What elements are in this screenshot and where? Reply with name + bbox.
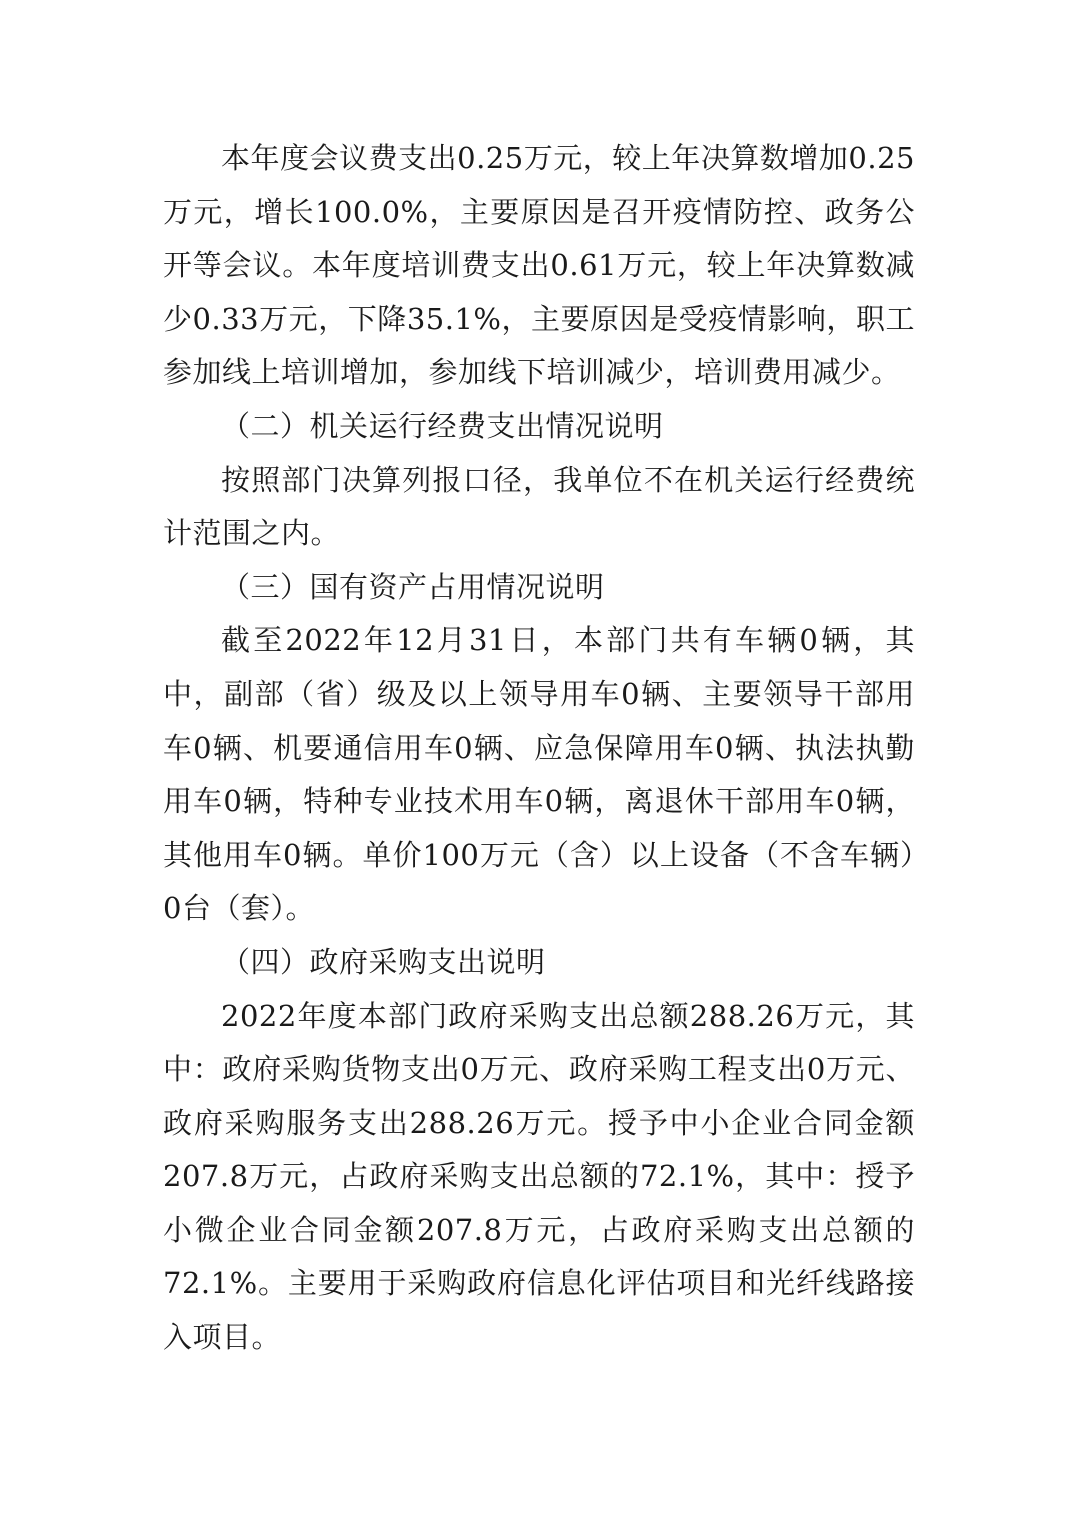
paragraph-meeting-training-fees: 本年度会议费支出0.25万元，较上年决算数增加0.25万元，增长100.0%，主要原因是召开疫情防控、政务公开等会议。本年度培训费支出0.61万元，较上年决算数减少0.33万元，下降35.1%，主要原因是受疫情影响，职工参加线上培训增加，参加线下培训减少，培训费用减少。 [163, 141, 915, 390]
paragraph-government-procurement: 2022年度本部门政府采购支出总额288.26万元，其中：政府采购货物支出0万元、政府采购工程支出0万元、政府采购服务支出288.26万元。授予中小企业合同金额207.8万元，占政府采购支出总额的72.1%，其中：授予小微企业合同金额207.8万元，占政府采购支出总额的72.1%。主要用于采购政府信息化评估项目和光纤线路接入项目。 [163, 998, 915, 1355]
heading-operating-expenses: （二）机关运行经费支出情况说明 [221, 408, 664, 443]
heading-government-procurement: （四）政府采购支出说明 [221, 944, 546, 979]
paragraph-state-assets: 截至2022年12月31日，本部门共有车辆0辆，其中，副部（省）级及以上领导用车0辆、主要领导干部用车0辆、机要通信用车0辆、应急保障用车0辆、执法执勤用车0辆，特种专业技术用车0辆，离退休干部用车0辆，其他用车0辆。单价100万元（含）以上设备（不含车辆）0台（套）。 [163, 623, 915, 926]
document-page [163, 132, 915, 1365]
heading-state-assets: （三）国有资产占用情况说明 [221, 569, 605, 604]
paragraph-operating-expenses: 按照部门决算列报口径，我单位不在机关运行经费统计范围之内。 [163, 462, 915, 551]
